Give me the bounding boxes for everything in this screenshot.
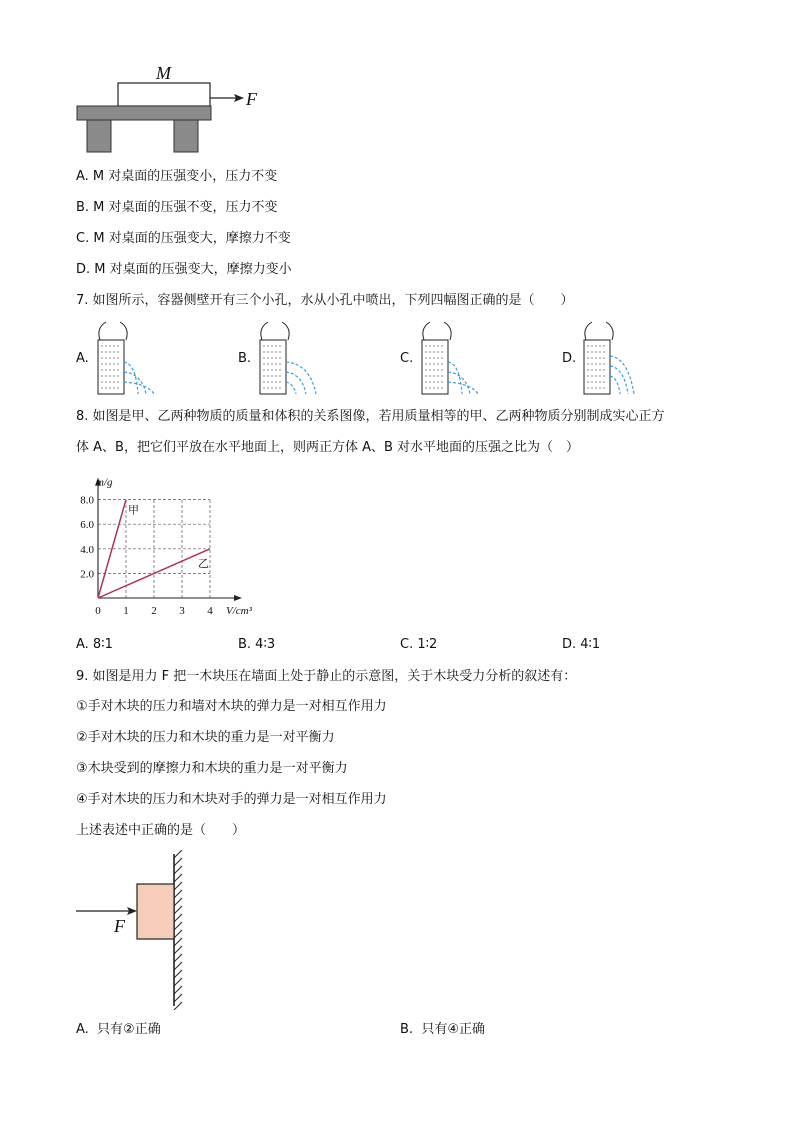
y-tick-label-1: 4.0 [80, 543, 94, 556]
x-tick-label-3: 3 [179, 605, 185, 617]
x-tick-label-1: 1 [123, 605, 129, 617]
q7-option-c-label[interactable]: C. [400, 351, 414, 366]
q8-option-c[interactable]: C. 1∶2 [400, 637, 438, 652]
q7-container-d [578, 318, 648, 398]
force-label: F [246, 89, 257, 109]
x-axis-arrow [234, 595, 242, 601]
q8-option-b[interactable]: B. 4∶3 [238, 637, 276, 652]
q7-option-b-label[interactable]: B. [238, 351, 252, 366]
x-tick-label-0: 0 [95, 605, 101, 617]
q9-statement-3: ③木块受到的摩擦力和木块的重力是一对平衡力 [76, 761, 348, 776]
q9-stem: 9. 如图是用力 F 把一木块压在墙面上处于静止的示意图，关于木块受力分析的叙述有： [76, 669, 577, 684]
q9-statement-2: ②手对木块的压力和木块的重力是一对平衡力 [76, 730, 335, 745]
x-tick-label-2: 2 [151, 605, 157, 617]
wooden-block [137, 884, 174, 939]
q7-stem: 7. 如图所示，容器侧壁开有三个小孔，水从小孔中喷出，下列四幅图正确的是（ ） [76, 293, 574, 308]
q6-option-c[interactable]: C. M 对桌面的压强变大，摩擦力不变 [76, 231, 291, 246]
q9-option-b[interactable]: B. 只有④正确 [400, 1022, 485, 1037]
y-tick-label-0: 2.0 [80, 568, 94, 581]
q9-figure [70, 850, 200, 1010]
q6-option-b[interactable]: B. M 对桌面的压强不变，压力不变 [76, 200, 278, 215]
q7-container-a [92, 318, 162, 398]
q7-container-c [416, 318, 486, 398]
mass-volume-chart [70, 470, 270, 620]
q8-option-d[interactable]: D. 4∶1 [562, 637, 601, 652]
q8-stem-line2: 体 A、B，把它们平放在水平地面上，则两正方体 A、B 对水平地面的压强之比为（ ） [76, 440, 580, 455]
y-tick-label-2: 6.0 [80, 519, 94, 532]
series-label-0: 甲 [128, 504, 139, 517]
q9-option-a[interactable]: A. 只有②正确 [76, 1022, 161, 1037]
table-top [77, 106, 211, 120]
block-m-label: M [156, 63, 171, 83]
y-axis-label: m/g [96, 476, 113, 489]
x-tick-label-4: 4 [207, 605, 213, 617]
q9-statement-4: ④手对木块的压力和木块对手的弹力是一对相互作用力 [76, 792, 387, 807]
table-leg-left [87, 120, 111, 152]
x-axis-label: V/cm³ [226, 605, 252, 617]
q6-figure [70, 60, 270, 160]
q9-question: 上述表述中正确的是（ ） [76, 823, 246, 838]
y-tick-label-3: 8.0 [80, 494, 94, 507]
block-m [118, 83, 210, 106]
q6-option-a[interactable]: A. M 对桌面的压强变小，压力不变 [76, 169, 278, 184]
q8-option-a[interactable]: A. 8∶1 [76, 637, 113, 652]
q7-option-a-label[interactable]: A. [76, 351, 89, 366]
wall-hatching [174, 850, 182, 1010]
q9-statement-1: ①手对木块的压力和墙对木块的弹力是一对相互作用力 [76, 699, 387, 714]
q7-option-d-label[interactable]: D. [562, 351, 577, 366]
push-force-label: F [114, 916, 125, 936]
q7-container-b [254, 318, 324, 398]
series-line-0 [98, 500, 126, 598]
table-leg-right [174, 120, 198, 152]
series-label-1: 乙 [198, 557, 209, 570]
q8-stem-line1: 8. 如图是甲、乙两种物质的质量和体积的关系图像，若用质量相等的甲、乙两种物质分别制成实心正方 [76, 409, 665, 424]
q6-option-d[interactable]: D. M 对桌面的压强变大，摩擦力变小 [76, 262, 292, 277]
